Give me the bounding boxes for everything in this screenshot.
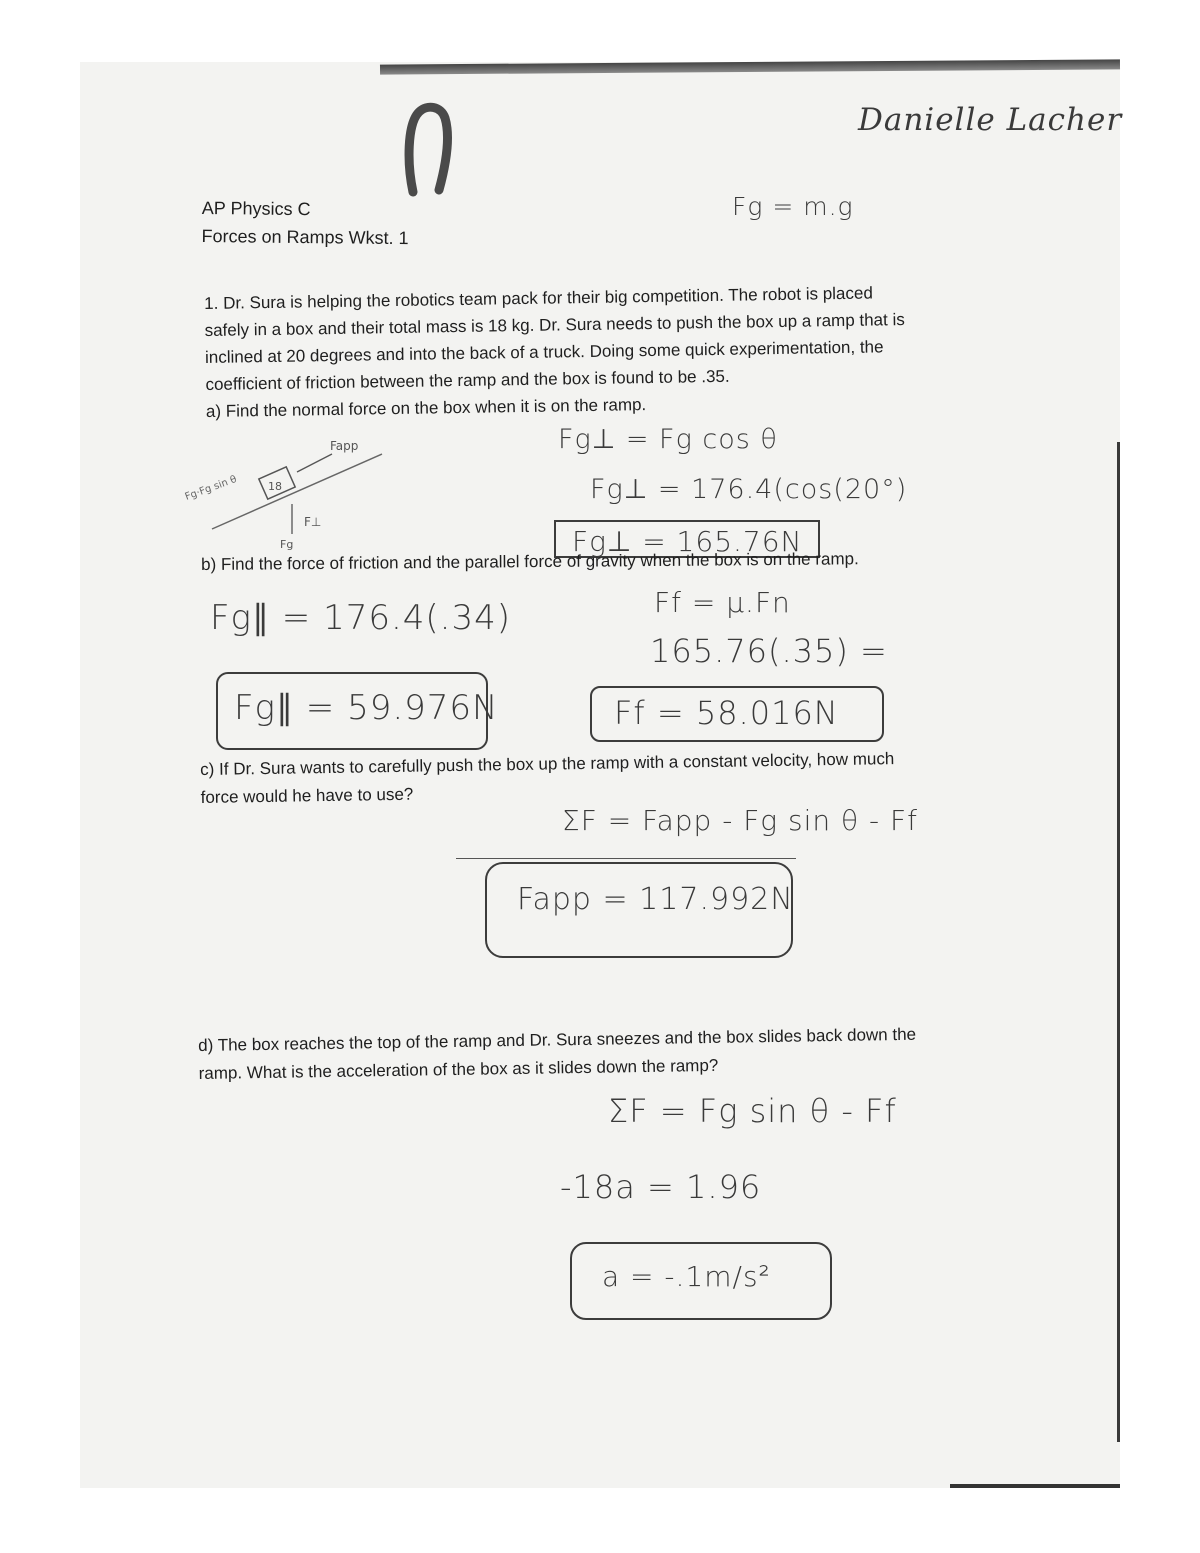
binder-clip-mark: [405, 104, 449, 194]
part-b-friction-answer: Ff = 58.016N: [614, 694, 839, 732]
box-mass-label: 18: [268, 480, 282, 493]
scan-shadow-bottom: [950, 1484, 1120, 1488]
part-c-question-line: c) If Dr. Sura wants to carefully push the box up the ramp with a constant velocity, how much: [200, 749, 895, 779]
applied-force-arrow: [297, 454, 332, 472]
worksheet-title: Forces on Ramps Wkst. 1: [201, 225, 409, 249]
part-d-block: [198, 1021, 917, 1088]
part-b-block: [201, 548, 859, 576]
part-d-question-line: ramp. What is the acceleration of the box as it slides down the ramp?: [198, 1055, 719, 1083]
part-b-friction-answer-box: [590, 686, 884, 742]
scan-shadow-right: [1117, 442, 1120, 1442]
part-c-block: [200, 745, 895, 812]
problem-statement: [204, 279, 906, 425]
free-body-diagram: [183, 434, 392, 554]
worksheet-page: [80, 62, 1123, 1488]
part-c-answer: Fapp = 117.992N: [517, 882, 794, 917]
part-b-parallel-work: Fg∥ = 176.4(.34): [210, 598, 511, 638]
part-b-friction-work: 165.76(.35) =: [650, 632, 888, 670]
problem-line: inclined at 20 degrees and into the back of a truck. Doing some quick experimentation, the: [204, 337, 884, 367]
part-d-work: -18a = 1.96: [560, 1168, 762, 1206]
course-title: AP Physics C: [201, 197, 311, 220]
problem-line: coefficient of friction between the ramp and the box is found to be .35.: [205, 366, 730, 394]
part-b-question: b) Find the force of friction and the parallel force of gravity when the box is on the ramp.: [201, 549, 859, 574]
part-c-question-line: force would he have to use?: [200, 784, 414, 807]
part-b-parallel-answer-box: [216, 672, 499, 750]
gravity-label: Fg: [280, 538, 294, 551]
part-a-question: a) Find the normal force on the box when it is on the ramp.: [205, 395, 647, 421]
part-d-question-line: d) The box reaches the top of the ramp and Dr. Sura sneezes and the box slides back down the: [198, 1024, 917, 1055]
part-d-answer: a = -.1m/s²: [602, 1260, 771, 1293]
student-name: Danielle Lacher: [858, 102, 1123, 138]
part-c-equation: ΣF = Fapp - Fg sin θ - Ff: [562, 804, 919, 837]
part-c-divider: [456, 858, 796, 859]
part-a-answer: Fg⊥ = 165.76N: [554, 520, 820, 558]
worksheet-header: [201, 194, 409, 252]
ramp-line: [212, 454, 382, 529]
applied-force-label: Fapp: [330, 439, 359, 453]
scan-shadow-top: [380, 59, 1120, 74]
gravity-formula-note: Fg = m.g: [732, 192, 854, 221]
part-b-friction-formula: Ff = μ.Fn: [654, 586, 791, 619]
problem-line: 1. Dr. Sura is helping the robotics team pack for their big competition. The robot is placed: [204, 283, 873, 313]
part-c-answer-box: [485, 862, 793, 958]
part-a-line-2: Fg⊥ = 176.4(cos(20°): [590, 474, 908, 505]
part-a-line-1: Fg⊥ = Fg cos θ: [558, 424, 778, 455]
problem-line: safely in a box and their total mass is 18 kg. Dr. Sura needs to push the box up a ramp that is: [204, 309, 905, 340]
parallel-gravity-label: Fg·Fg sin θ: [183, 474, 239, 503]
part-d-answer-box: [570, 1242, 832, 1320]
part-b-parallel-answer: Fg∥ = 59.976N: [234, 688, 499, 728]
part-d-equation: ΣF = Fg sin θ - Ff: [608, 1092, 897, 1130]
normal-force-label: F⊥: [304, 515, 322, 529]
